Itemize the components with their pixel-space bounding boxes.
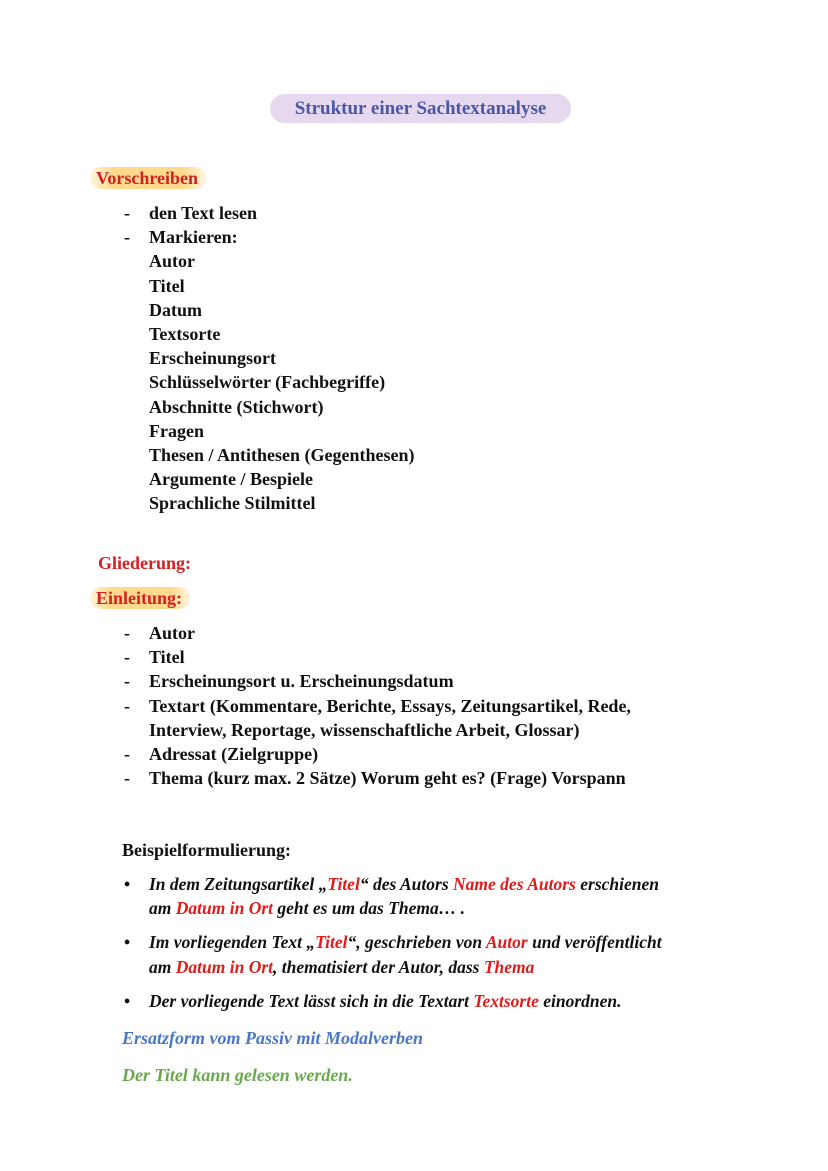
- example-item: [122, 872, 662, 920]
- text-segment: einordnen.: [538, 990, 622, 1011]
- beispiel-heading: Beispielformulierung:: [122, 840, 291, 860]
- list-item-continuation: Interview, Reportage, wissenschaftliche Arbeit, Glossar): [149, 719, 580, 740]
- example-item: [122, 989, 662, 1013]
- list-item: Fragen: [149, 420, 204, 441]
- text-segment: “, geschrieben von: [347, 932, 486, 953]
- heading-vorschreiben: Vorschreiben: [90, 167, 206, 189]
- list-item: Abschnitte (Stichwort): [149, 396, 324, 417]
- placeholder-date-place: Datum in Ort: [175, 956, 273, 977]
- list-item: - Titel: [122, 645, 631, 669]
- list-item: Autor: [149, 251, 195, 272]
- list-item: Erscheinungsort: [149, 348, 277, 369]
- text-segment: , thematisiert der Autor, dass: [273, 956, 484, 977]
- list-item: Datum: [149, 299, 202, 320]
- text-segment: am: [149, 956, 176, 977]
- list-item: - Autor: [122, 621, 631, 645]
- text-segment: am: [149, 898, 176, 919]
- placeholder-topic: Thema: [483, 956, 535, 977]
- text-segment: erschienen: [575, 874, 659, 894]
- placeholder-author: Name des Autors: [453, 874, 576, 894]
- text-segment: Im vorliegenden Text „: [149, 932, 316, 953]
- list-item: - Adressat (Zielgruppe): [122, 742, 631, 766]
- list-item: [122, 694, 631, 742]
- heading-einleitung: Einleitung:: [90, 587, 190, 609]
- ersatzform-note: Ersatzform vom Passiv mit Modalverben: [122, 1028, 423, 1048]
- placeholder-title: Titel: [327, 874, 360, 894]
- text-segment: In dem Zeitungsartikel „: [149, 874, 328, 894]
- text-segment: “ des Autors: [359, 874, 454, 894]
- placeholder-date-place: Datum in Ort: [175, 898, 273, 919]
- list-item: Sprachliche Stilmittel: [149, 493, 316, 514]
- list-item: - Markieren:: [122, 225, 415, 249]
- list-item: - Erscheinungsort u. Erscheinungsdatum: [122, 669, 631, 693]
- placeholder-title: Titel: [315, 932, 348, 953]
- einleitung-list: [122, 621, 631, 790]
- list-item: Titel: [149, 275, 185, 296]
- page-title: Struktur einer Sachtextanalyse: [294, 98, 547, 119]
- heading-gliederung: Gliederung:: [98, 553, 191, 573]
- example-sentence: Der Titel kann gelesen werden.: [122, 1065, 353, 1085]
- list-item: - Thema (kurz max. 2 Sätze) Worum geht es? (Frage) Vorspann: [122, 766, 631, 790]
- list-item: Argumente / Bespiele: [149, 469, 313, 490]
- title-banner: [270, 94, 571, 123]
- beispiel-list: [122, 872, 662, 1013]
- list-item: - den Text lesen: [122, 201, 415, 225]
- placeholder-textsorte: Textsorte: [473, 990, 539, 1011]
- list-item-text: Textart (Kommentare, Berichte, Essays, Zeitungsartikel, Rede,: [149, 695, 631, 716]
- list-item: Schlüsselwörter (Fachbegriffe): [149, 372, 386, 393]
- list-item: Thesen / Antithesen (Gegenthesen): [149, 445, 415, 466]
- vorschreiben-list: [122, 201, 415, 516]
- example-item: [122, 930, 662, 978]
- text-segment: Der vorliegende Text lässt sich in die Textart: [149, 990, 474, 1011]
- placeholder-author: Autor: [485, 932, 528, 953]
- text-segment: geht es um das Thema… .: [273, 898, 466, 919]
- text-segment: und veröffentlicht: [527, 932, 662, 953]
- list-item: Textsorte: [149, 324, 221, 345]
